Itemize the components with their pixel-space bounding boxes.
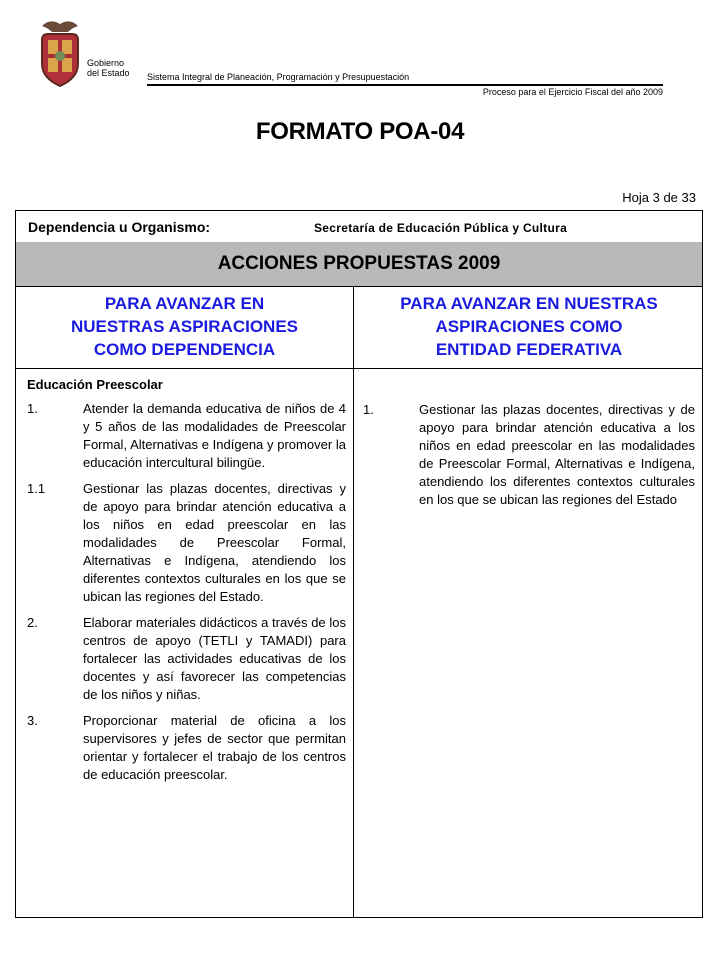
list-item [27,712,346,784]
section-title: Educación Preescolar [27,377,163,392]
list-item [363,401,695,509]
left-heading-line: NUESTRAS ASPIRACIONES [70,317,298,336]
dependency-value: Secretaría de Educación Pública y Cultura [314,221,568,235]
form-table [15,210,703,918]
page-title: FORMATO POA-04 [255,118,465,145]
left-heading-line: PARA AVANZAR EN [104,294,265,313]
list-item [27,400,346,472]
page-number: Hoja 3 de 33 [622,190,696,205]
state-coat-of-arms-logo [36,16,84,96]
fiscal-process-label: Proceso para el Ejercicio Fiscal del año 2009 [482,87,663,97]
item-text: Gestionar las plazas docentes, directivas y de apoyo para brindar atención educativa a los niños en edad preescolar en las modalidades de Preescolar Formal, Alternativas e Indígena, atendiendo los diferentes contextos culturales en los que se ubican las regiones del Estado. [83,481,346,604]
item-number: 2. [27,615,38,630]
heading-divider [16,368,702,369]
item-number: 3. [27,713,38,728]
left-column-heading [16,292,353,361]
item-text: Elaborar materiales didácticos a través de los centros de apoyo (TETLI y TAMADI) para fortalecer las actividades educativas de los docentes y así favorecer las competencias de los niños y niñas. [83,615,346,702]
right-heading-line: ENTIDAD FEDERATIVA [435,340,623,359]
gobierno-del-estado-label [87,58,130,78]
item-number: 1.1 [27,481,46,496]
left-column-body [27,376,346,792]
right-heading-line: PARA AVANZAR EN NUESTRAS [400,294,658,313]
dependency-label: Dependencia u Organismo: [28,219,211,235]
item-text: Gestionar las plazas docentes, directivas y de apoyo para brindar atención educativa a los niños en edad preescolar en las modalidades de Preescolar Formal, Alternativas e Indígena, atendiendo los diferentes contextos culturales en los que se ubican las regiones del Estado [419,402,695,507]
gobierno-line-2: del Estado [87,68,130,78]
right-column-body [363,401,695,517]
section-banner: ACCIONES PROPUESTAS 2009 [16,242,702,287]
item-number: 1. [363,402,374,417]
gobierno-line-1: Gobierno [87,58,125,68]
header-divider [147,84,663,86]
list-item [27,480,346,606]
item-number: 1. [27,401,38,416]
left-heading-line: COMO DEPENDENCIA [93,340,276,359]
column-divider [353,286,354,918]
list-item [27,614,346,704]
right-heading-line: ASPIRACIONES COMO [435,317,623,336]
right-column-heading [354,292,704,361]
item-text: Atender la demanda educativa de niños de 4 y 5 años de las modalidades de Preescolar Formal, Alternativas e Indígena y promover la educación intercultural bilingüe. [83,401,346,470]
system-name: Sistema Integral de Planeación, Programación y Presupuestación [147,72,410,82]
dependency-row [16,211,702,243]
item-text: Proporcionar material de oficina a los supervisores y jefes de sector que permitan orientar y fortalecer el trabajo de los centros de educación preescolar. [83,713,346,782]
